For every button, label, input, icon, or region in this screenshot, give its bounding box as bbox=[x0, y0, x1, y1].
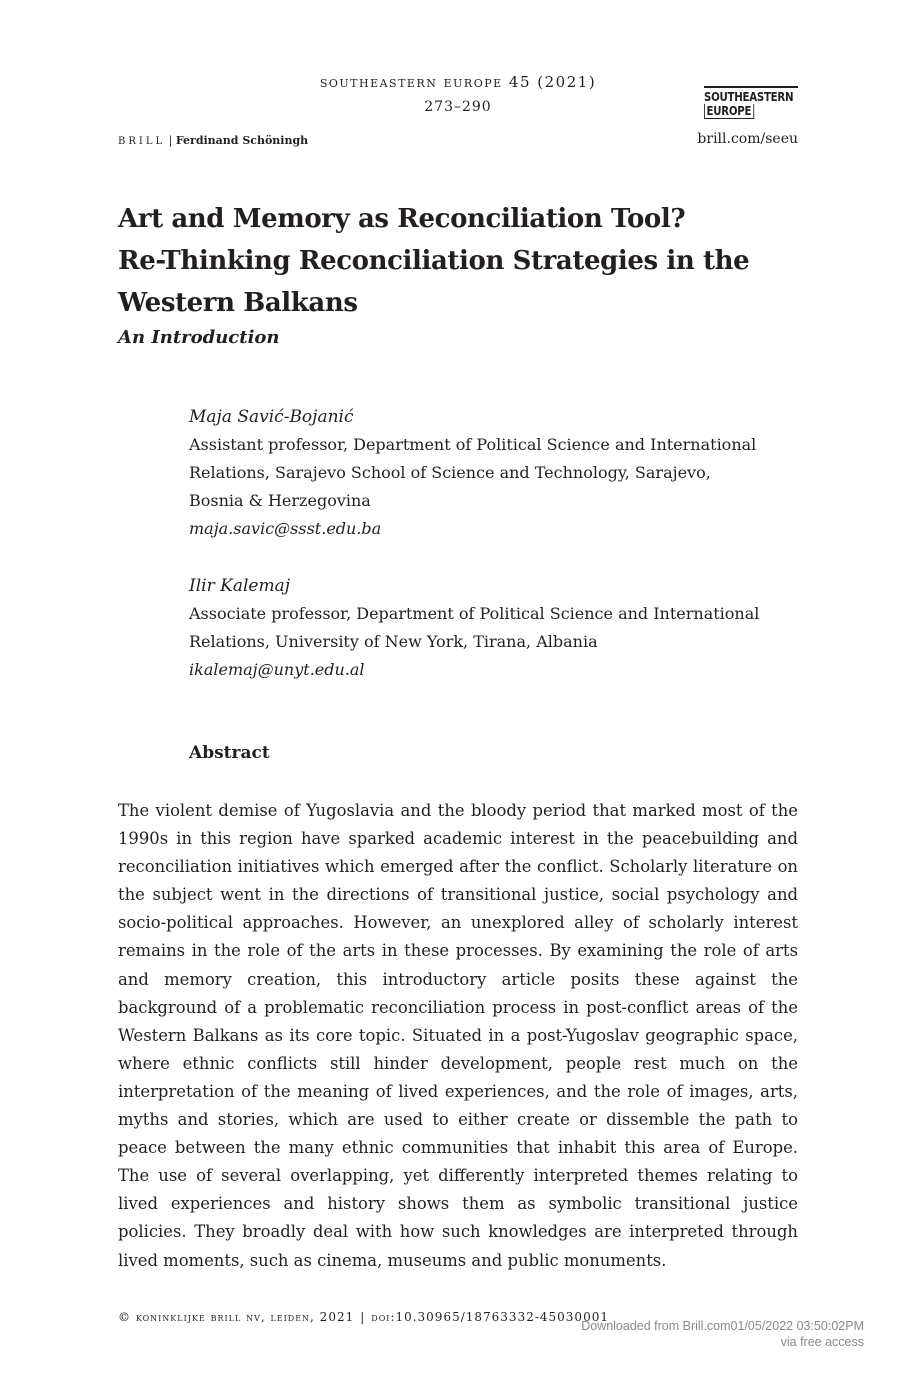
author-affiliation-line: Relations, University of New York, Tirana, Albania bbox=[189, 632, 598, 651]
download-note-line-1: Downloaded from Brill.com01/05/2022 03:50:02PM bbox=[581, 1319, 864, 1333]
footer-separator: | bbox=[360, 1310, 366, 1324]
author-block-1 bbox=[189, 403, 809, 543]
abstract-heading: Abstract bbox=[189, 743, 270, 763]
publisher-separator: | bbox=[165, 134, 176, 147]
doi-link[interactable]: doi:10.30965/18763332-45030001 bbox=[371, 1310, 609, 1324]
author-affiliation-line: Bosnia & Herzegovina bbox=[189, 491, 371, 510]
journal-title: southeastern europe 45 (2021) bbox=[319, 73, 597, 91]
download-note-line-2: via free access bbox=[780, 1335, 864, 1349]
publisher-name: Ferdinand Schöningh bbox=[175, 134, 309, 147]
footer bbox=[118, 1310, 609, 1324]
logo-line-2: EUROPE bbox=[704, 104, 754, 119]
publisher-brill: BRILL bbox=[118, 136, 166, 147]
abstract-text: The violent demise of Yugoslavia and the bloody period that marked most of the 1990s in this region have sparked academic interest in the peacebuilding and reconciliation initiatives which emerged after the conflict. Scholarly literature on the subject went in the directions of transitional justice, social psychology and socio-political approaches. However, an unexplored alley of scholarly interest remains in the role of the arts in these processes. By examining the role of arts and memory creation, this introductory article posits these against the background of a problematic reconciliation process in post-conflict areas of the Western Balkans as its core topic. Situated in a post-Yugoslav geographic space, where ethnic conflicts still hinder development, people rest much on the interpretation of the meaning of lived experiences, and the role of images, arts, myths and stories, which are used to either create or dissemble the path to peace between the many ethnic communities that inhabit this area of Europe. The use of several overlapping, yet differently interpreted themes relating to lived experiences and history shows them as symbolic transitional justice policies. They broadly deal with how such knowledges are interpreted through lived moments, such as cinema, museums and public monuments. bbox=[118, 801, 798, 1270]
author-email[interactable]: ikalemaj@unyt.edu.al bbox=[189, 660, 365, 679]
download-watermark bbox=[581, 1318, 864, 1350]
publisher-line bbox=[118, 134, 308, 147]
author-name: Maja Savić-Bojanić bbox=[189, 407, 354, 427]
title-line-3: Western Balkans bbox=[118, 288, 358, 318]
logo-rule bbox=[704, 86, 798, 88]
page-range: 273–290 bbox=[424, 99, 492, 115]
author-affiliation-line: Associate professor, Department of Political Science and International bbox=[189, 604, 760, 623]
title-line-2: Re-Thinking Reconciliation Strategies in the bbox=[118, 246, 750, 276]
author-name: Ilir Kalemaj bbox=[189, 576, 290, 596]
article-subtitle: An Introduction bbox=[118, 327, 280, 348]
title-line-1: Art and Memory as Reconciliation Tool? bbox=[118, 204, 686, 234]
article-title bbox=[118, 198, 808, 324]
author-affiliation-line: Relations, Sarajevo School of Science and Technology, Sarajevo, bbox=[189, 463, 711, 482]
author-block-2 bbox=[189, 572, 809, 684]
journal-website[interactable]: brill.com/seeu bbox=[697, 131, 798, 147]
journal-logo bbox=[704, 86, 798, 119]
author-email[interactable]: maja.savic@ssst.edu.ba bbox=[189, 519, 382, 538]
copyright-notice: © koninklijke brill nv, leiden, 2021 bbox=[118, 1310, 355, 1324]
logo-line-1: SOUTHEASTERN bbox=[704, 90, 794, 104]
author-affiliation-line: Assistant professor, Department of Political Science and International bbox=[189, 435, 757, 454]
